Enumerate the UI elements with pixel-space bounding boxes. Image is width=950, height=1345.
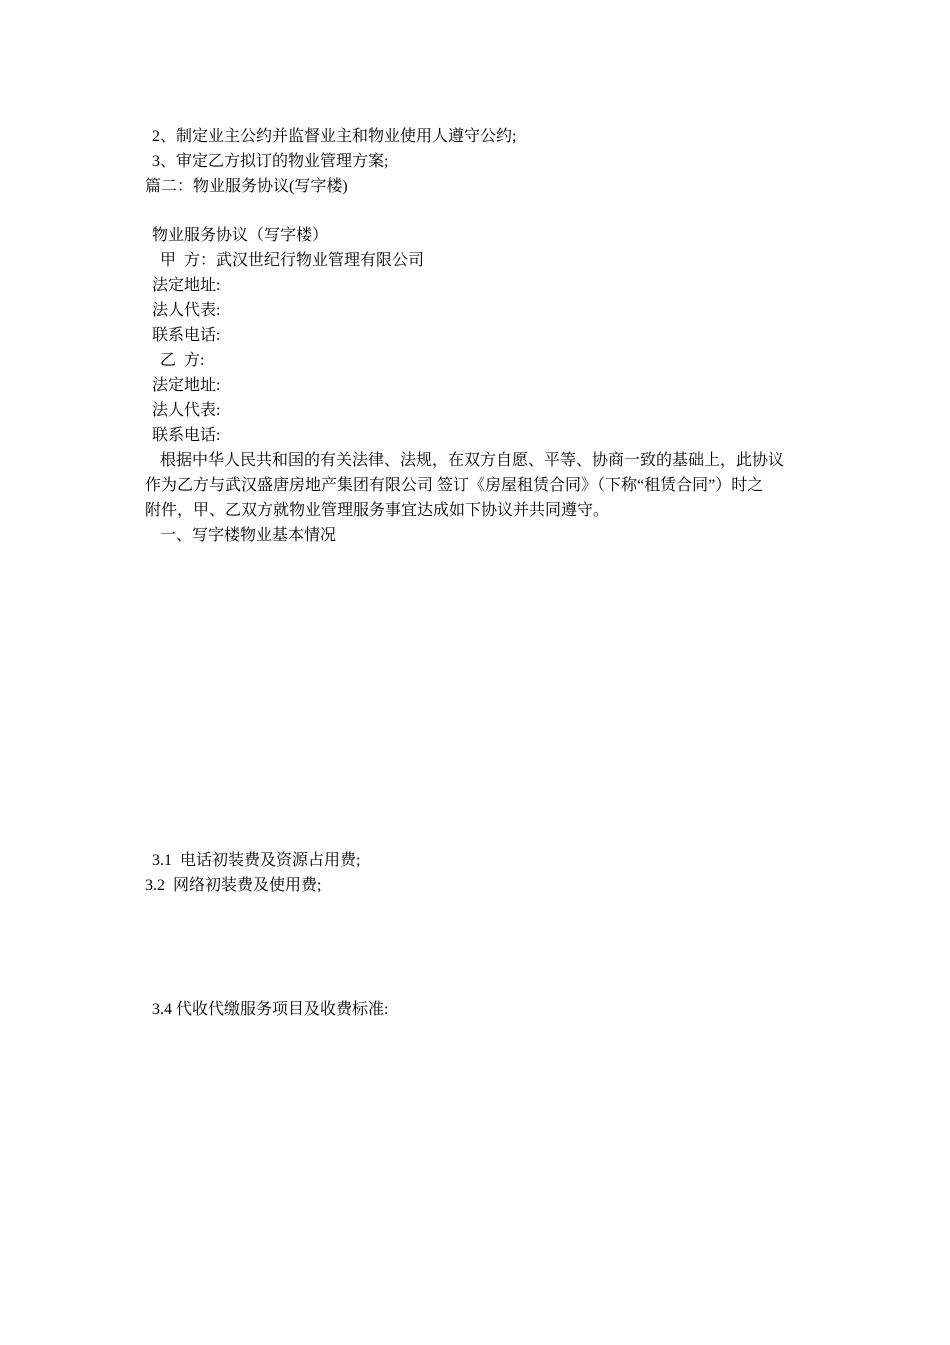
party-b-line: 乙 方:	[160, 352, 205, 369]
item-3-4: 3.4 代收代缴服务项目及收费标准:	[152, 1001, 389, 1018]
party-b-phone: 联系电话:	[152, 427, 221, 444]
item-3-1: 3.1 电话初装费及资源占用费;	[152, 852, 361, 869]
party-a-address: 法定地址:	[152, 277, 221, 294]
item-3-2: 3.2 网络初装费及使用费;	[145, 877, 322, 894]
preamble-line-3: 附件，甲、乙双方就物业管理服务事宜达成如下协议并共同遵守。	[145, 502, 610, 519]
agreement-title: 物业服务协议（写字楼）	[152, 227, 329, 244]
preamble-line-1: 根据中华人民共和国的有关法律、法规，在双方自愿、平等、协商一致的基础上，此协议	[160, 452, 785, 469]
party-b-representative: 法人代表:	[152, 402, 221, 419]
party-a-representative: 法人代表:	[152, 302, 221, 319]
preamble-line-2: 作为乙方与武汉盛唐房地产集团有限公司 签订《房屋租赁合同》（下称“租赁合同”）时之	[145, 477, 764, 494]
party-a-phone: 联系电话:	[152, 327, 221, 344]
chapter-heading: 篇二：物业服务协议(写字楼)	[145, 178, 348, 195]
party-a-line: 甲 方：武汉世纪行物业管理有限公司	[160, 252, 425, 269]
clause-2: 2、制定业主公约并监督业主和物业使用人遵守公约;	[152, 128, 517, 145]
section-heading-1: 一、写字楼物业基本情况	[160, 527, 337, 544]
clause-3: 3、审定乙方拟订的物业管理方案;	[152, 153, 389, 170]
party-b-address: 法定地址:	[152, 377, 221, 394]
